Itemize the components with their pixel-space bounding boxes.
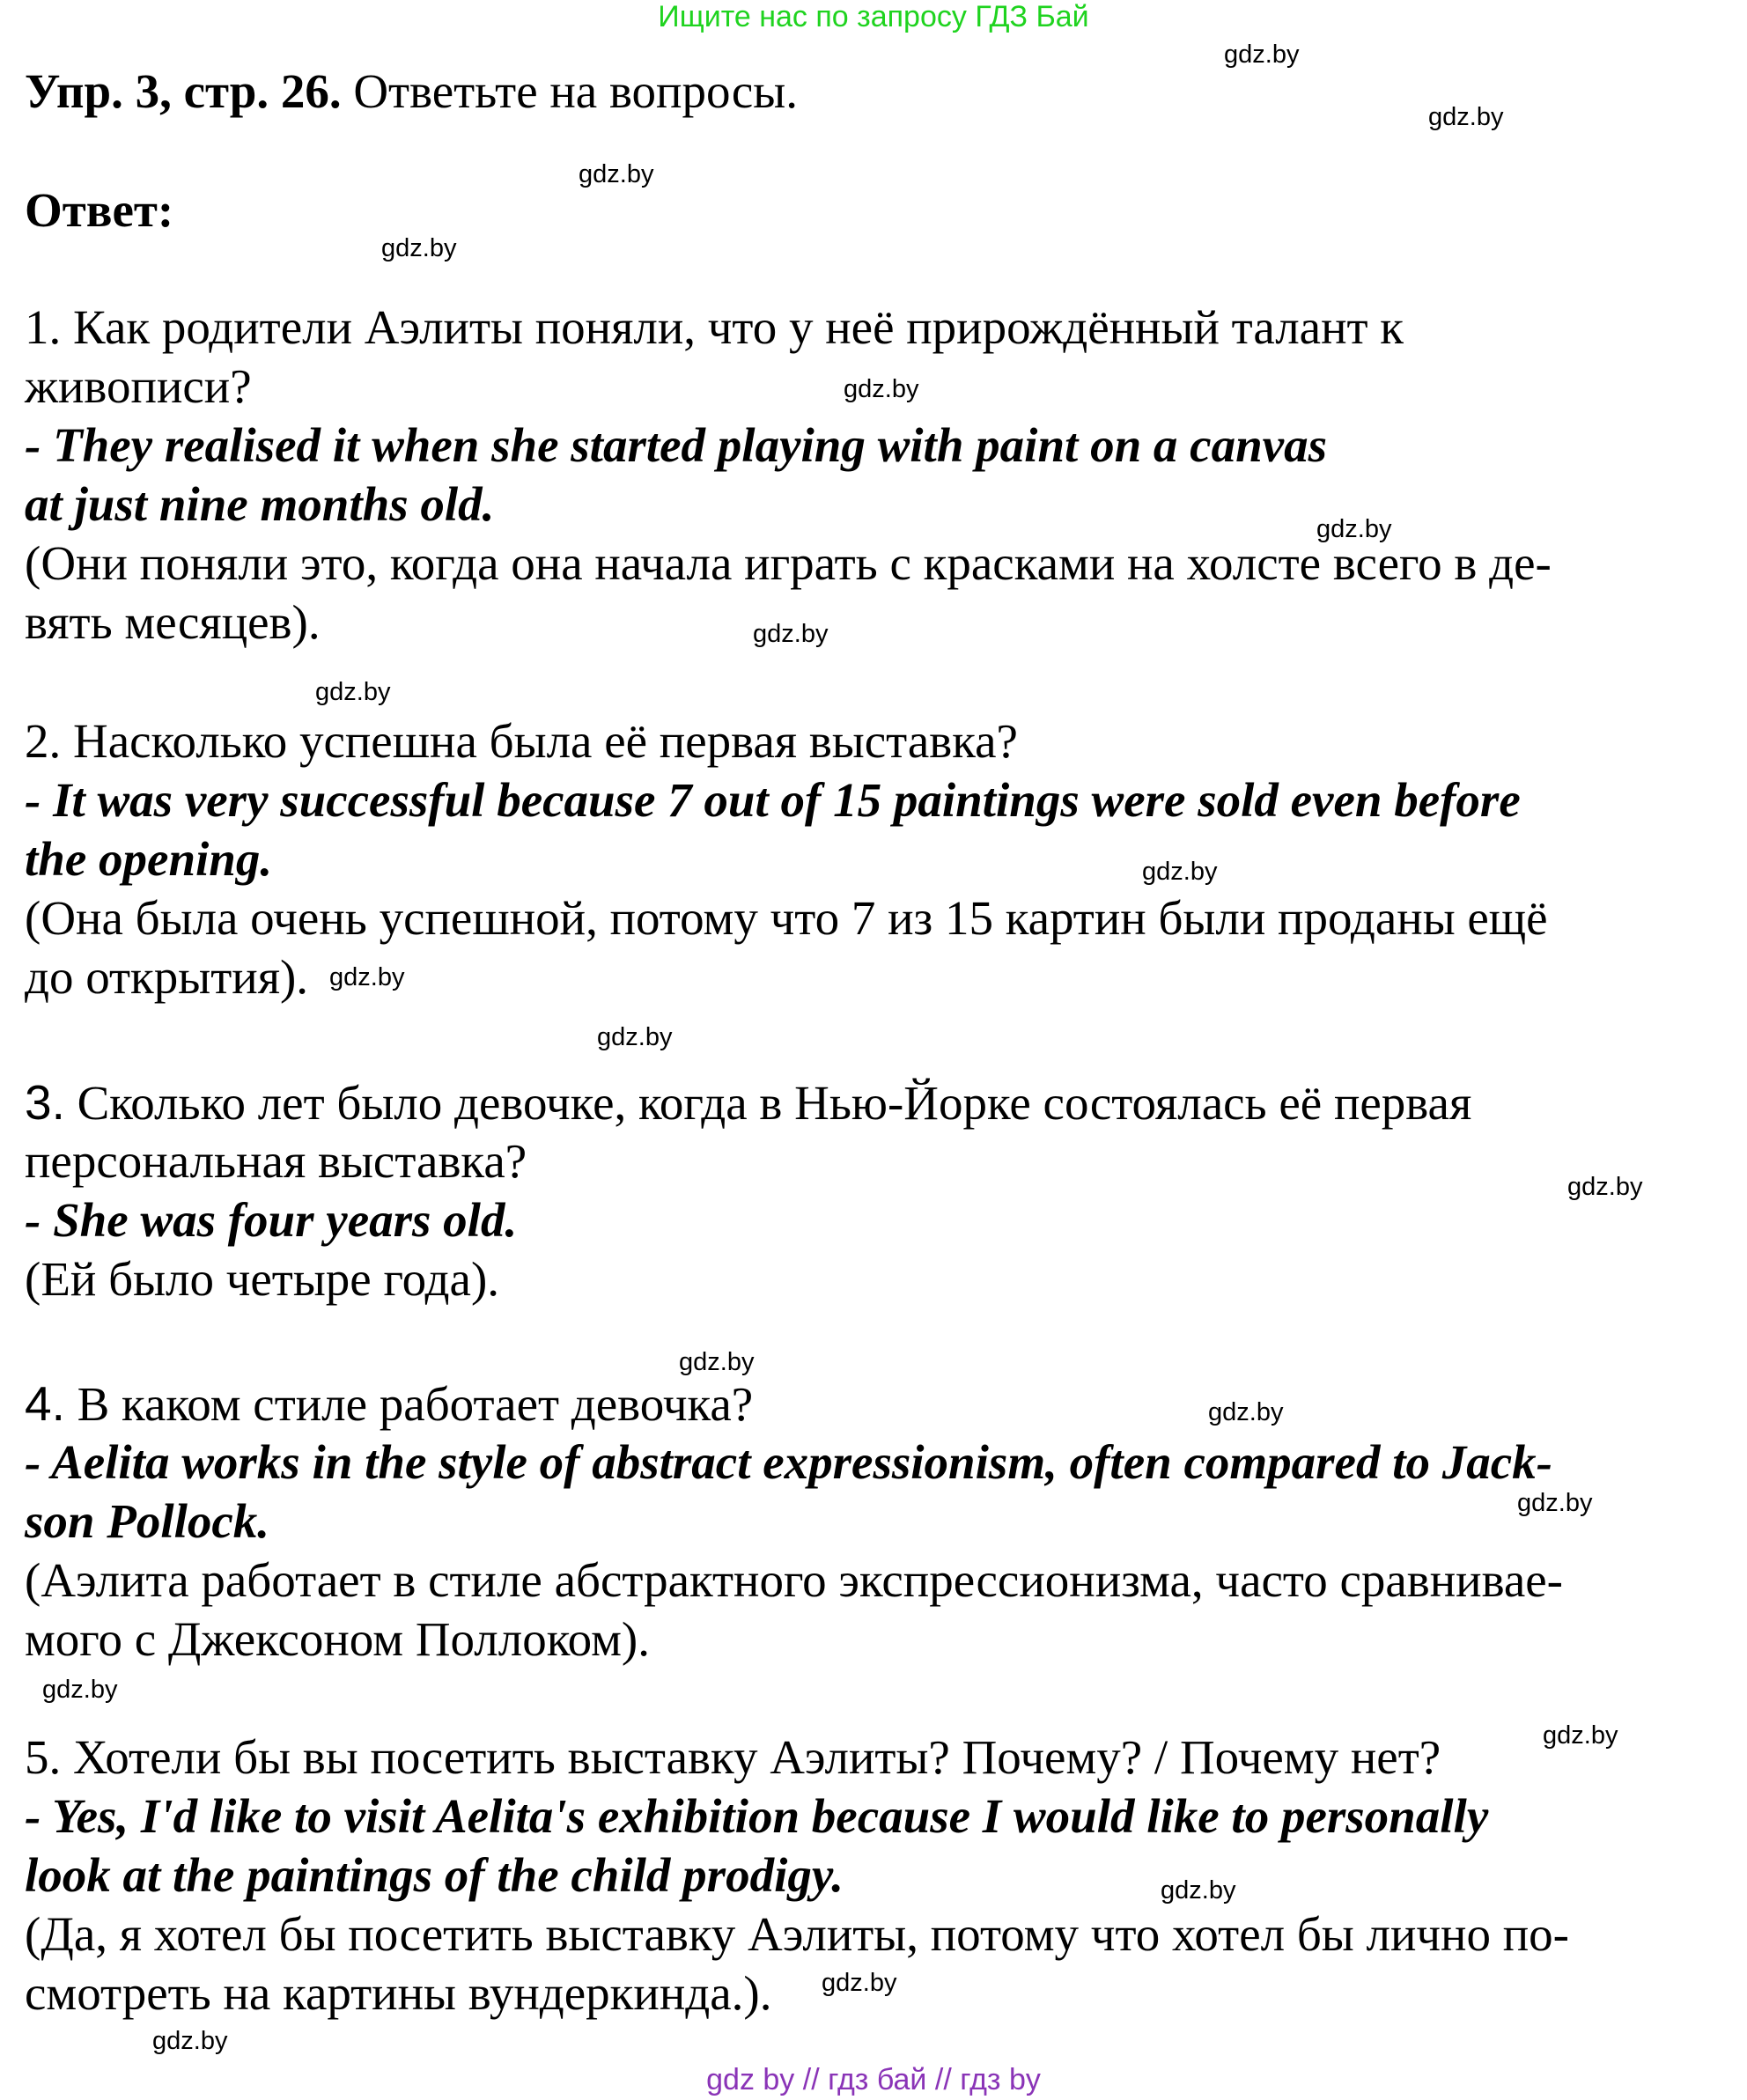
q3-number: 3. (25, 1075, 65, 1130)
watermark: gdz.by (753, 620, 829, 648)
watermark: gdz.by (42, 1676, 118, 1704)
q2-answer-ru-line2: до открытия). (25, 950, 309, 1004)
q3-question-text: Сколько лет было девочке, когда в Нью-Йорке состоялась её первая (64, 1076, 1472, 1130)
q1-answer-ru-line1: (Они поняли это, когда она начала играть с красками на холсте всего в де- (25, 536, 1552, 590)
watermark: gdz.by (381, 234, 457, 262)
q2-question-line1: 2. Насколько успешна была её первая выставка? (25, 714, 1018, 768)
watermark: gdz.by (579, 160, 654, 188)
watermark: gdz.by (679, 1348, 755, 1376)
q3-question-line1 (25, 1072, 1471, 1133)
q3-question-line2: персональная выставка? (25, 1134, 527, 1188)
watermark: gdz.by (1142, 858, 1218, 886)
q4-answer-en-line2: son Pollock. (25, 1494, 270, 1548)
q1-question-line1: 1. Как родители Аэлиты поняли, что у неё прирождённый талант к (25, 300, 1404, 354)
watermark: gdz.by (1428, 103, 1504, 131)
q3-answer-en-line1: - She was four years old. (25, 1193, 518, 1247)
watermark: gdz.by (329, 963, 405, 991)
q5-answer-ru-line1: (Да, я хотел бы посетить выставку Аэлиты, потому что хотел бы лично по- (25, 1907, 1569, 1961)
q4-question-text: В каком стиле работает девочка? (64, 1377, 754, 1431)
watermark: gdz.by (1517, 1489, 1593, 1517)
q5-answer-ru-line2: смотреть на картины вундеркинда.). (25, 1966, 772, 2020)
watermark: gdz.by (1161, 1876, 1236, 1905)
q4-answer-ru-line2: мого с Джексоном Поллоком). (25, 1612, 650, 1666)
q5-answer-en-line2: look at the paintings of the child prodigy. (25, 1848, 844, 1902)
watermark: gdz.by (1224, 41, 1300, 69)
watermark: gdz.by (315, 678, 391, 706)
watermark: gdz.by (844, 375, 919, 403)
q1-answer-en-line2: at just nine months old. (25, 477, 495, 531)
watermark: gdz.by (822, 1969, 897, 1997)
q4-number: 4. (25, 1376, 65, 1431)
exercise-title (25, 62, 798, 122)
watermark: gdz.by (1208, 1398, 1284, 1426)
q2-answer-en-line2: the opening. (25, 832, 273, 886)
exercise-number: Упр. 3, стр. 26. (25, 64, 342, 118)
q1-question-line2: живописи? (25, 359, 252, 413)
answer-label: Ответ: (25, 183, 174, 237)
top-search-link[interactable]: Ищите нас по запросу ГДЗ Бай (658, 0, 1089, 33)
q5-answer-en-line1: - Yes, I'd like to visit Aelita's exhibition because I would like to personally (25, 1789, 1489, 1843)
q3-answer-ru-line1: (Ей было четыре года). (25, 1252, 500, 1306)
q5-question-line1: 5. Хотели бы вы посетить выставку Аэлиты? Почему? / Почему нет? (25, 1730, 1441, 1784)
q4-question-line1 (25, 1374, 753, 1434)
q1-answer-en-line1: - They realised it when she started playing with paint on a canvas (25, 418, 1327, 472)
footer-links[interactable]: gdz by // гдз бай // гдз by (706, 2063, 1041, 2096)
q4-answer-en-line1: - Aelita works in the style of abstract expressionism, often compared to Jack- (25, 1435, 1552, 1489)
watermark: gdz.by (152, 2027, 228, 2055)
q2-answer-ru-line1: (Она была очень успешной, потому что 7 из 15 картин были проданы ещё (25, 891, 1548, 945)
watermark: gdz.by (1567, 1173, 1643, 1201)
watermark: gdz.by (1543, 1721, 1618, 1750)
exercise-instruction: Ответьте на вопросы. (341, 64, 798, 118)
watermark: gdz.by (597, 1023, 673, 1051)
q1-answer-ru-line2: вять месяцев). (25, 595, 321, 649)
watermark: gdz.by (1316, 515, 1392, 543)
q2-answer-en-line1: - It was very successful because 7 out of 15 paintings were sold even before (25, 773, 1521, 827)
q4-answer-ru-line1: (Аэлита работает в стиле абстрактного экспрессионизма, часто сравнивае- (25, 1553, 1564, 1607)
